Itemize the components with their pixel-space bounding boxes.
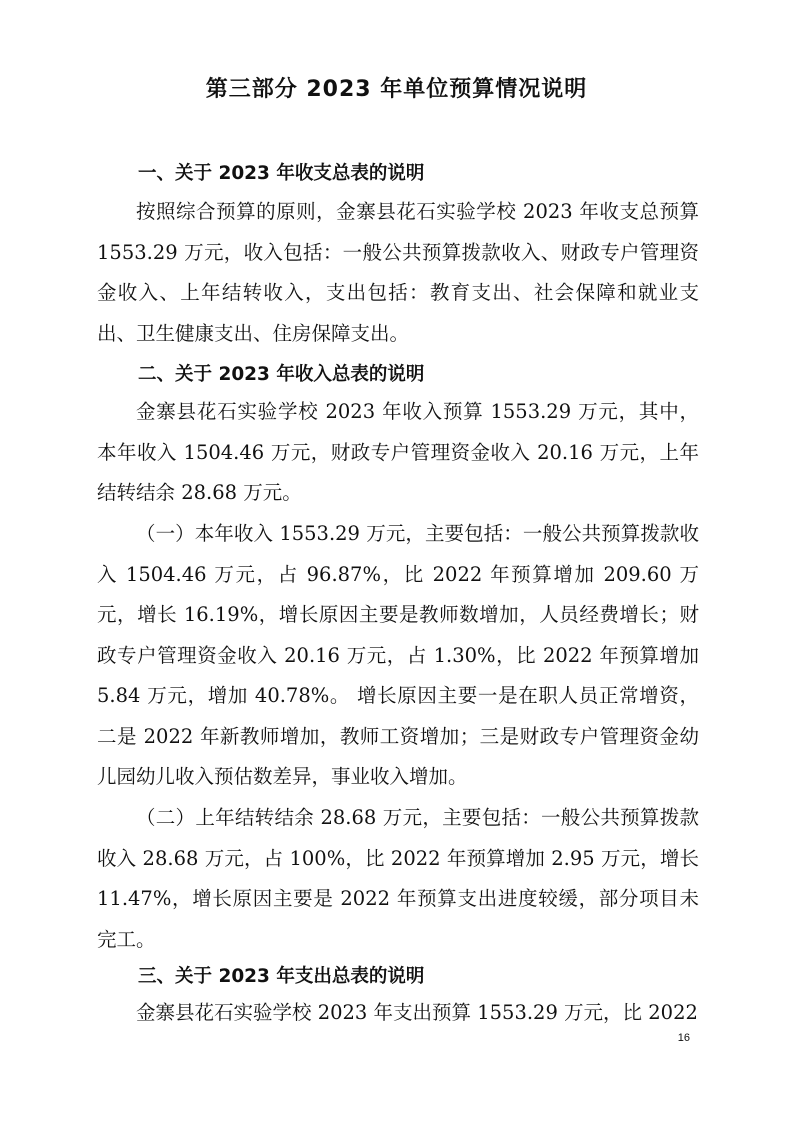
section-1-paragraph-1: 按照综合预算的原则，金寨县花石实验学校 2023 年收支总预算 1553.29 万元，收入包括：一般公共预算拨款收入、财政专户管理资金收入、上年结转收入，支出包括：教育支出、社会保障和就业支出、卫生健康支出、住房保障支出。 xyxy=(97,200,699,345)
section-heading-3: 三、关于 2023 年支出总表的说明 xyxy=(138,966,425,987)
section-2-paragraph-3: （二）上年结转结余 28.68 万元，主要包括：一般公共预算拨款收入 28.68 万元，占 100%，比 2022 年预算增加 2.95 万元，增长 11.47%，增长原因主要是 2022 年预算支出进度较缓，部分项目未完工。 xyxy=(97,806,699,951)
page-number: 16 xyxy=(677,1032,690,1044)
section-heading-1: 一、关于 2023 年收支总表的说明 xyxy=(138,163,425,184)
section-2-paragraph-1: 金寨县花石实验学校 2023 年收入预算 1553.29 万元，其中，本年收入 1504.46 万元，财政专户管理资金收入 20.16 万元，上年结转结余 28.68 万元。 xyxy=(97,400,699,504)
section-2-paragraph-2: （一）本年收入 1553.29 万元，主要包括：一般公共预算拨款收入 1504.46 万元，占 96.87%，比 2022 年预算增加 209.60 万元，增长 16.19%，增长原因主要是教师数增加，人员经费增长；财政专户管理资金收入 20.16 万元，占 1.30%，比 2022 年预算增加 5.84 万元，增加 40.78%。 增长原因主要一是在职人员正常增资，二是 2022 年新教师增加，教师工资增加；三是财政专户管理资金幼儿园幼儿收入预估数差异，事业收入增加。 xyxy=(97,522,699,788)
section-3-paragraph-1: 金寨县花石实验学校 2023 年支出预算 1553.29 万元，比 2022 xyxy=(136,1001,698,1024)
section-heading-2: 二、关于 2023 年收入总表的说明 xyxy=(138,364,425,385)
page-title: 第三部分 2023 年单位预算情况说明 xyxy=(205,77,588,102)
